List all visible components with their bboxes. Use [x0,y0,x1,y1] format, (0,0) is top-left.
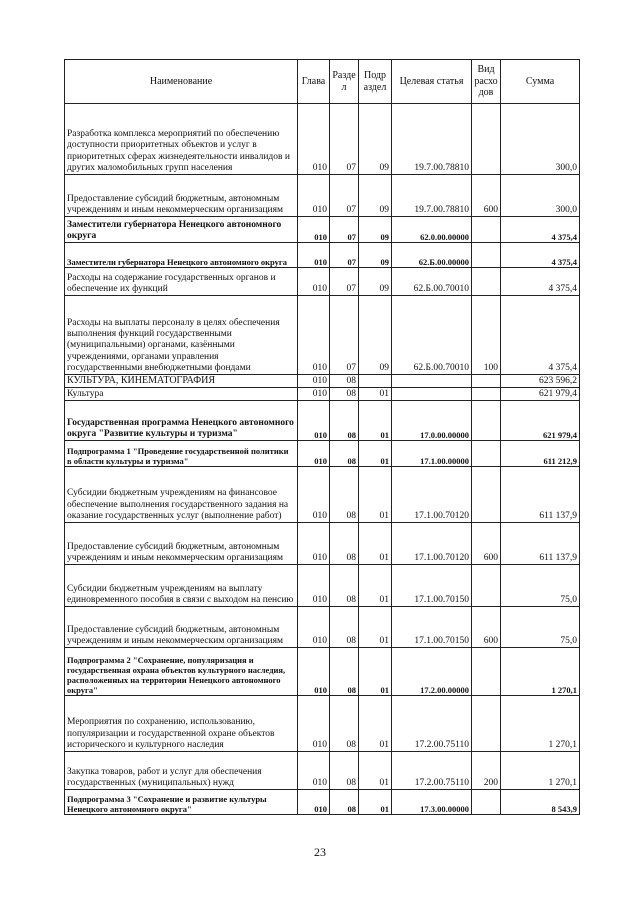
row-amount: 300,0 [501,175,580,217]
row-subsection: 09 [359,104,392,175]
row-chapter: 010 [298,696,330,752]
row-section: 08 [330,607,359,648]
header-chapter: Глава [298,60,330,104]
row-expense-type [472,375,501,388]
table-row [65,217,580,243]
row-section: 08 [330,565,359,607]
row-amount: 1 270,1 [501,648,580,696]
row-section: 08 [330,375,359,388]
row-expense-type [472,217,501,243]
row-amount: 4 375,4 [501,217,580,243]
row-name: Государственная программа Ненецкого автономного округа "Развитие культуры и туризма" [65,401,298,441]
row-amount: 8 543,9 [501,790,580,815]
row-target: 62.Б.00.00000 [392,243,472,268]
table-row [65,104,580,175]
row-expense-type: 600 [472,523,501,565]
header-expense-type: Вид расхо дов [472,60,501,104]
row-target: 17.1.00.00000 [392,441,472,467]
row-subsection: 09 [359,243,392,268]
row-amount: 623 596,2 [501,375,580,388]
row-section: 08 [330,648,359,696]
row-expense-type: 200 [472,752,501,790]
budget-table [64,59,580,815]
row-target: 17.1.00.70150 [392,607,472,648]
row-name: Субсидии бюджетным учреждениям на выплату единовременного пособия в связи с выходом на пенсию [65,565,298,607]
row-expense-type [472,401,501,441]
row-subsection: 01 [359,401,392,441]
row-chapter: 010 [298,565,330,607]
row-target: 62.Б.00.70010 [392,296,472,375]
row-amount: 300,0 [501,104,580,175]
row-chapter: 010 [298,104,330,175]
row-name: Расходы на выплаты персоналу в целях обеспечения выполнения функций государственными (муниципальными) органами, казёнными учреждениями, органами управления государственными внебюджетными фондами [65,296,298,375]
row-section: 07 [330,104,359,175]
row-subsection: 09 [359,175,392,217]
table-row [65,790,580,815]
row-section: 07 [330,175,359,217]
row-name: Расходы на содержание государственных органов и обеспечение их функций [65,268,298,296]
row-subsection: 01 [359,467,392,523]
row-name: Подпрограмма 1 "Проведение государственной политики в области культуры и туризма" [65,441,298,467]
page-number: 23 [314,845,326,859]
row-amount: 4 375,4 [501,268,580,296]
row-target: 17.2.00.00000 [392,648,472,696]
row-section: 08 [330,790,359,815]
row-section: 08 [330,752,359,790]
row-chapter: 010 [298,607,330,648]
row-chapter: 010 [298,790,330,815]
row-target: 17.1.00.70150 [392,565,472,607]
header-row [65,60,580,104]
row-amount: 611 212,9 [501,441,580,467]
row-expense-type [472,790,501,815]
row-amount: 4 375,4 [501,296,580,375]
row-amount: 1 270,1 [501,696,580,752]
row-chapter: 010 [298,388,330,401]
table-row [65,523,580,565]
row-subsection: 01 [359,752,392,790]
row-section: 08 [330,523,359,565]
row-expense-type [472,648,501,696]
row-name: Разработка комплекса мероприятий по обеспечению доступности приоритетных объектов и услуг в приоритетных сферах жизнедеятельности инвалидов и других маломобильных групп населения [65,104,298,175]
row-chapter: 010 [298,648,330,696]
table-row [65,375,580,388]
table-row [65,296,580,375]
row-target: 17.3.00.00000 [392,790,472,815]
row-name: Заместители губернатора Ненецкого автономного округа [65,243,298,268]
row-target: 17.2.00.75110 [392,752,472,790]
row-expense-type: 600 [472,175,501,217]
row-chapter: 010 [298,467,330,523]
table-row [65,401,580,441]
row-expense-type [472,441,501,467]
row-target: 17.1.00.70120 [392,467,472,523]
table-row [65,243,580,268]
row-subsection: 09 [359,268,392,296]
row-subsection: 01 [359,790,392,815]
row-expense-type: 600 [472,607,501,648]
row-section: 08 [330,401,359,441]
row-name: Культура [65,388,298,401]
row-amount: 611 137,9 [501,467,580,523]
row-amount: 611 137,9 [501,523,580,565]
row-target: 17.1.00.70120 [392,523,472,565]
row-subsection [359,375,392,388]
row-section: 07 [330,217,359,243]
row-subsection: 01 [359,648,392,696]
row-expense-type [472,696,501,752]
row-name: Подпрограмма 3 "Сохранение и развитие культуры Ненецкого автономного округа" [65,790,298,815]
row-chapter: 010 [298,217,330,243]
row-section: 07 [330,268,359,296]
row-subsection: 09 [359,296,392,375]
row-subsection: 01 [359,565,392,607]
row-subsection: 01 [359,388,392,401]
table-row [65,388,580,401]
row-subsection: 01 [359,696,392,752]
row-amount: 75,0 [501,607,580,648]
row-expense-type [472,388,501,401]
row-section: 08 [330,388,359,401]
row-expense-type [472,268,501,296]
row-target: 17.2.00.75110 [392,696,472,752]
table-row [65,752,580,790]
row-name: Предоставление субсидий бюджетным, автономным учреждениям и иным некоммерческим организациям [65,607,298,648]
header-subsection: Подр аздел [359,60,392,104]
row-chapter: 010 [298,752,330,790]
row-section: 08 [330,467,359,523]
row-amount: 75,0 [501,565,580,607]
row-amount: 621 979,4 [501,388,580,401]
table-row [65,441,580,467]
header-section: Разде л [330,60,359,104]
table-row [65,268,580,296]
header-target: Целевая статья [392,60,472,104]
row-target [392,375,472,388]
row-name: Заместители губернатора Ненецкого автономного округа [65,217,298,243]
table-row [65,648,580,696]
header-amount: Сумма [501,60,580,104]
row-chapter: 010 [298,523,330,565]
row-chapter: 010 [298,296,330,375]
row-name: Субсидии бюджетным учреждениям на финансовое обеспечение выполнения государственного задания на оказание государственных услуг (выполнение работ) [65,467,298,523]
row-name: Предоставление субсидий бюджетным, автономным учреждениям и иным некоммерческим организациям [65,175,298,217]
row-expense-type [472,565,501,607]
table-row [65,565,580,607]
row-expense-type [472,104,501,175]
row-expense-type [472,243,501,268]
row-name: КУЛЬТУРА, КИНЕМАТОГРАФИЯ [65,375,298,388]
row-target: 17.0.00.00000 [392,401,472,441]
row-amount: 4 375,4 [501,243,580,268]
row-chapter: 010 [298,401,330,441]
header-name: Наименование [65,60,298,104]
row-section: 08 [330,441,359,467]
row-subsection: 09 [359,217,392,243]
row-target: 62.Б.00.70010 [392,268,472,296]
table-row [65,607,580,648]
row-name: Мероприятия по сохранению, использованию, популяризации и государственной охране объектов исторического и культурного наследия [65,696,298,752]
row-amount: 1 270,1 [501,752,580,790]
row-subsection: 01 [359,441,392,467]
row-section: 07 [330,296,359,375]
row-section: 08 [330,696,359,752]
row-expense-type: 100 [472,296,501,375]
table-row [65,467,580,523]
row-chapter: 010 [298,175,330,217]
row-amount: 621 979,4 [501,401,580,441]
table-row [65,175,580,217]
row-subsection: 01 [359,607,392,648]
row-name: Предоставление субсидий бюджетным, автономным учреждениям и иным некоммерческим организациям [65,523,298,565]
row-chapter: 010 [298,243,330,268]
row-expense-type [472,467,501,523]
row-name: Закупка товаров, работ и услуг для обеспечения государственных (муниципальных) нужд [65,752,298,790]
row-chapter: 010 [298,375,330,388]
row-target: 62.0.00.00000 [392,217,472,243]
row-chapter: 010 [298,441,330,467]
row-section: 07 [330,243,359,268]
row-name: Подпрограмма 2 "Сохранение, популяризация и государственная охрана объектов культурного наследия, расположенных на территории Ненецкого автономного округа" [65,648,298,696]
row-subsection: 01 [359,523,392,565]
table-row [65,696,580,752]
row-target [392,388,472,401]
row-target: 19.7.00.78810 [392,104,472,175]
row-chapter: 010 [298,268,330,296]
row-target: 19.7.00.78810 [392,175,472,217]
